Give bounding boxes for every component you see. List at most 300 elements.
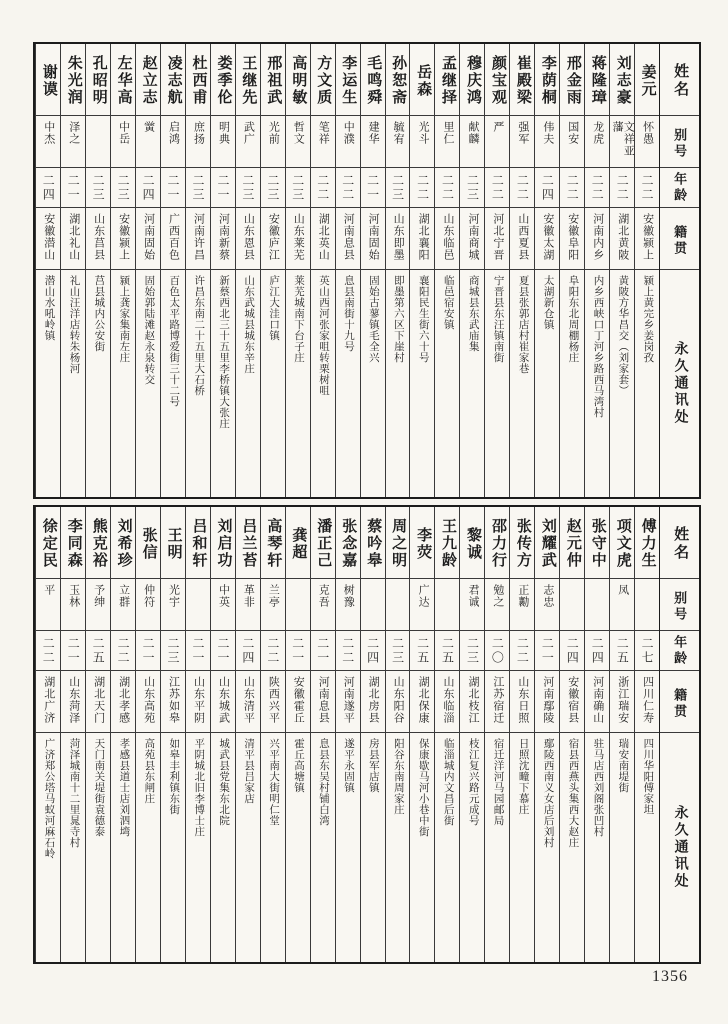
person-column — [35, 44, 60, 497]
person-name: 张守中 — [585, 507, 609, 579]
header-column — [659, 44, 699, 497]
age: 二一 — [311, 631, 335, 671]
age: 二一 — [161, 168, 185, 208]
person-name: 颜宝观 — [485, 44, 509, 116]
age: 二五 — [610, 631, 634, 671]
native-place: 陕西兴平 — [261, 671, 285, 733]
address: 英山西河张家咀转栗树咀 — [317, 275, 329, 396]
address: 临邑宿安镇 — [442, 275, 454, 330]
age: 二二 — [36, 631, 60, 671]
age: 二一 — [361, 168, 385, 208]
native-place: 山东莒县 — [86, 208, 110, 270]
age: 二一 — [61, 631, 85, 671]
person-column — [534, 44, 559, 497]
address: 潜山水吼岭镇 — [43, 275, 55, 341]
native-place: 湖北枝江 — [460, 671, 484, 733]
native-place: 广西百色 — [161, 208, 185, 270]
address: 固始郭陆滩赵永泉转交 — [143, 275, 155, 385]
native-place: 湖北广济 — [36, 671, 60, 733]
courtesy-name: 光斗 — [410, 116, 434, 168]
courtesy-name: 树豫 — [336, 579, 360, 631]
person-name: 蔡吟皋 — [361, 507, 385, 579]
age: 二一 — [136, 631, 160, 671]
person-column — [634, 507, 659, 962]
native-place: 安徽潜山 — [36, 208, 60, 270]
header-name: 姓名 — [660, 507, 699, 579]
person-column — [609, 44, 634, 497]
age: 二一 — [286, 631, 310, 671]
age: 二一 — [535, 631, 559, 671]
courtesy-name: 光前 — [261, 116, 285, 168]
age: 二二 — [336, 168, 360, 208]
person-column — [85, 507, 110, 962]
person-column — [360, 44, 385, 497]
person-column — [584, 507, 609, 962]
person-column — [210, 44, 235, 497]
age: 二四 — [361, 631, 385, 671]
courtesy-name: 伟夫 — [535, 116, 559, 168]
courtesy-name: 献麟 — [460, 116, 484, 168]
address: 黄陂方华昌交（刘家套） — [617, 275, 629, 396]
native-place: 江苏如皋 — [161, 671, 185, 733]
address: 颍上龚家集南左庄 — [118, 275, 130, 363]
native-place: 安徽颍上 — [111, 208, 135, 270]
person-column — [484, 44, 509, 497]
address: 商城县东武庙集 — [467, 275, 479, 352]
courtesy-name — [635, 579, 659, 631]
native-place: 河南鄢陵 — [535, 671, 559, 733]
age: 二三 — [460, 631, 484, 671]
native-place: 山东即墨 — [386, 208, 410, 270]
person-name: 项文虎 — [610, 507, 634, 579]
address: 枝江复兴路元成号 — [467, 738, 479, 826]
native-place: 湖北保康 — [410, 671, 434, 733]
person-column — [135, 44, 160, 497]
native-place: 山东菏泽 — [61, 671, 85, 733]
address: 莒县城内公安街 — [93, 275, 105, 352]
person-name: 刘志豪 — [610, 44, 634, 116]
person-name: 吕兰苔 — [236, 507, 260, 579]
person-name: 方文质 — [311, 44, 335, 116]
address: 城武县党集东北院 — [218, 738, 230, 826]
person-column — [360, 507, 385, 962]
courtesy-name: 泽之 — [61, 116, 85, 168]
person-column — [260, 44, 285, 497]
address: 即墨第六区下崖村 — [392, 275, 404, 363]
courtesy-name: 志忠 — [535, 579, 559, 631]
courtesy-name — [361, 579, 385, 631]
person-name: 孟继择 — [435, 44, 459, 116]
native-place: 山东城武 — [211, 671, 235, 733]
age: 二二 — [510, 168, 534, 208]
age: 二三 — [161, 631, 185, 671]
person-name: 邢祖武 — [261, 44, 285, 116]
address: 如皋丰利镇东街 — [168, 738, 180, 815]
age: 二二 — [336, 631, 360, 671]
person-name: 黎诚 — [460, 507, 484, 579]
address: 莱芜城南下台子庄 — [293, 275, 305, 363]
native-place: 河北宁晋 — [485, 208, 509, 270]
age: 二二 — [311, 168, 335, 208]
courtesy-name — [435, 579, 459, 631]
person-column — [235, 44, 260, 497]
native-place: 河南商城 — [460, 208, 484, 270]
native-place: 河南息县 — [311, 671, 335, 733]
person-name: 熊克裕 — [86, 507, 110, 579]
native-place: 河南新蔡 — [211, 208, 235, 270]
courtesy-name: 国安 — [560, 116, 584, 168]
header-address: 永久通讯处 — [672, 341, 688, 426]
age: 二五 — [410, 631, 434, 671]
native-place: 山东莱芜 — [286, 208, 310, 270]
native-place: 四川仁寿 — [635, 671, 659, 733]
person-name: 高琴轩 — [261, 507, 285, 579]
person-column — [160, 44, 185, 497]
age: 二二 — [485, 168, 509, 208]
address: 许昌东南二十五里大石桥 — [193, 275, 205, 396]
age: 二〇 — [485, 631, 509, 671]
courtesy-name: 广达 — [410, 579, 434, 631]
courtesy-name: 凤 — [610, 579, 634, 631]
person-name: 张信 — [136, 507, 160, 579]
courtesy-name: 建华 — [361, 116, 385, 168]
address: 驻马店西刘阁张凹村 — [592, 738, 604, 837]
person-column — [35, 507, 60, 962]
address: 阳谷东南周家庄 — [392, 738, 404, 815]
person-column — [285, 44, 310, 497]
courtesy-name: 克吾 — [311, 579, 335, 631]
courtesy-name — [386, 579, 410, 631]
age: 二三 — [386, 631, 410, 671]
person-name: 周之明 — [386, 507, 410, 579]
courtesy-name: 立群 — [111, 579, 135, 631]
address: 新蔡西北三十五里李桥镇大张庄 — [218, 275, 230, 429]
person-column — [459, 507, 484, 962]
age: 二三 — [86, 168, 110, 208]
person-column — [85, 44, 110, 497]
address: 日照沈疃下慕庄 — [517, 738, 529, 815]
person-column — [135, 507, 160, 962]
native-place: 湖北天门 — [86, 671, 110, 733]
courtesy-name: 文祥亚藩 — [610, 116, 634, 168]
courtesy-name: 武广 — [236, 116, 260, 168]
address: 遂平永固镇 — [342, 738, 354, 793]
address: 瑞安南堤街 — [617, 738, 629, 793]
native-place: 安徽庐江 — [261, 208, 285, 270]
person-name: 谢谟 — [36, 44, 60, 116]
address: 四川华阳傅家坦 — [642, 738, 654, 815]
native-place: 山东清平 — [236, 671, 260, 733]
age: 二三 — [186, 168, 210, 208]
address: 临淄城内文昌后街 — [442, 738, 454, 826]
header-native: 籍贯 — [660, 671, 699, 733]
age: 二二 — [510, 631, 534, 671]
courtesy-name: 中岳 — [111, 116, 135, 168]
person-column — [310, 44, 335, 497]
person-column — [335, 44, 360, 497]
address: 清平县吕家店 — [243, 738, 255, 804]
person-column — [335, 507, 360, 962]
courtesy-name: 龙虎 — [585, 116, 609, 168]
person-name: 岳森 — [410, 44, 434, 116]
native-place: 湖北孝感 — [111, 671, 135, 733]
native-place: 江苏宿迁 — [485, 671, 509, 733]
native-place: 河南遂平 — [336, 671, 360, 733]
courtesy-name: 兰亭 — [261, 579, 285, 631]
person-name: 赵立志 — [136, 44, 160, 116]
native-place: 安徽宿县 — [560, 671, 584, 733]
header-hao: 别号 — [660, 116, 699, 168]
header-native: 籍贯 — [660, 208, 699, 270]
person-name: 刘耀武 — [535, 507, 559, 579]
address: 兴平南大街明仁堂 — [268, 738, 280, 826]
person-name: 李荫桐 — [535, 44, 559, 116]
address: 房县军店镇 — [367, 738, 379, 793]
native-place: 河南固始 — [136, 208, 160, 270]
courtesy-name: 平 — [36, 579, 60, 631]
person-column — [409, 44, 434, 497]
age: 二四 — [585, 631, 609, 671]
person-column — [235, 507, 260, 962]
person-name: 高明敏 — [286, 44, 310, 116]
address: 固始古蓼镇毛全兴 — [367, 275, 379, 363]
age: 二二 — [261, 631, 285, 671]
person-column — [385, 44, 410, 497]
address: 广济郑公塔马蚁河麻石岭 — [43, 738, 55, 859]
person-name: 赵元仲 — [560, 507, 584, 579]
person-name: 孙恕斋 — [386, 44, 410, 116]
person-name: 李运生 — [336, 44, 360, 116]
age: 二四 — [236, 631, 260, 671]
person-column — [434, 507, 459, 962]
header-age: 年龄 — [660, 631, 699, 671]
age: 二三 — [386, 168, 410, 208]
person-name: 李同森 — [61, 507, 85, 579]
person-name: 穆庆鸿 — [460, 44, 484, 116]
person-name: 王九龄 — [435, 507, 459, 579]
person-name: 娄季伦 — [211, 44, 235, 116]
age: 二四 — [560, 631, 584, 671]
age: 二七 — [635, 631, 659, 671]
native-place: 河南内乡 — [585, 208, 609, 270]
age: 二一 — [186, 631, 210, 671]
person-column — [634, 44, 659, 497]
person-column — [260, 507, 285, 962]
age: 二四 — [535, 168, 559, 208]
courtesy-name: 明典 — [211, 116, 235, 168]
courtesy-name — [585, 579, 609, 631]
age: 二五 — [435, 631, 459, 671]
person-name: 邢金雨 — [560, 44, 584, 116]
address: 襄阳民生街六十号 — [417, 275, 429, 363]
courtesy-name: 毓宥 — [386, 116, 410, 168]
person-column — [584, 44, 609, 497]
person-name: 邵力行 — [485, 507, 509, 579]
person-name: 张传方 — [510, 507, 534, 579]
address: 宁晋县东汪镇南街 — [492, 275, 504, 363]
person-column — [559, 44, 584, 497]
person-name: 毛鸣舜 — [361, 44, 385, 116]
person-column — [60, 44, 85, 497]
courtesy-name: 中杰 — [36, 116, 60, 168]
native-place: 山东日照 — [510, 671, 534, 733]
age: 二五 — [86, 631, 110, 671]
header-column — [659, 507, 699, 962]
courtesy-name: 里仁 — [435, 116, 459, 168]
courtesy-name — [186, 579, 210, 631]
age: 二二 — [410, 168, 434, 208]
courtesy-name: 玉林 — [61, 579, 85, 631]
page-number: 1356 — [652, 968, 688, 985]
header-address: 永久通讯处 — [672, 805, 688, 890]
person-column — [110, 44, 135, 497]
header-name: 姓名 — [660, 44, 699, 116]
native-place: 安徽阜阳 — [560, 208, 584, 270]
address: 鄢陵西南义女店后刘村 — [542, 738, 554, 848]
address: 内乡西峡口丁河乡路西马湾村 — [592, 275, 604, 418]
address: 百色太平路博爱街三十二号 — [168, 275, 180, 407]
native-place: 山西夏县 — [510, 208, 534, 270]
address: 山东武城县城东辛庄 — [243, 275, 255, 374]
age: 二二 — [635, 168, 659, 208]
courtesy-name: 革非 — [236, 579, 260, 631]
age: 二一 — [211, 168, 235, 208]
address: 息县南街十九号 — [342, 275, 354, 352]
person-name: 左华高 — [111, 44, 135, 116]
age: 二三 — [460, 168, 484, 208]
person-column — [110, 507, 135, 962]
person-column — [609, 507, 634, 962]
person-name: 刘希珍 — [111, 507, 135, 579]
age: 二三 — [261, 168, 285, 208]
courtesy-name: 黉 — [136, 116, 160, 168]
age: 二三 — [111, 168, 135, 208]
native-place: 湖北英山 — [311, 208, 335, 270]
person-name: 凌志航 — [161, 44, 185, 116]
age: 二四 — [36, 168, 60, 208]
person-name: 孔昭明 — [86, 44, 110, 116]
address: 礼山汪洋店转朱杨河 — [68, 275, 80, 374]
person-column — [509, 44, 534, 497]
person-name: 朱光润 — [61, 44, 85, 116]
age: 二二 — [435, 168, 459, 208]
courtesy-name: 勉之 — [485, 579, 509, 631]
directory-table-bottom — [33, 505, 701, 964]
courtesy-name: 启鸿 — [161, 116, 185, 168]
address: 高苑县东闸庄 — [143, 738, 155, 804]
age: 二二 — [560, 168, 584, 208]
courtesy-name: 仲符 — [136, 579, 160, 631]
address: 宿县西燕头集西大赵庄 — [567, 738, 579, 848]
age: 二二 — [111, 631, 135, 671]
address: 颍上黄完乡姜岗孜 — [642, 275, 654, 363]
courtesy-name: 笔祥 — [311, 116, 335, 168]
native-place: 湖北襄阳 — [410, 208, 434, 270]
person-name: 刘启功 — [211, 507, 235, 579]
person-column — [285, 507, 310, 962]
person-name: 崔殿梁 — [510, 44, 534, 116]
courtesy-name: 庶扬 — [186, 116, 210, 168]
address: 庐江大洼口镇 — [268, 275, 280, 341]
age: 二四 — [136, 168, 160, 208]
courtesy-name: 严 — [485, 116, 509, 168]
address: 菏泽城南十二里晁寺村 — [68, 738, 80, 848]
person-column — [559, 507, 584, 962]
person-column — [160, 507, 185, 962]
courtesy-name: 君诚 — [460, 579, 484, 631]
age: 二三 — [286, 168, 310, 208]
person-column — [509, 507, 534, 962]
address: 平阴城北旧李博士庄 — [193, 738, 205, 837]
person-name: 徐定民 — [36, 507, 60, 579]
address: 宿迁洋河马园邮局 — [492, 738, 504, 826]
person-name: 潘正己 — [311, 507, 335, 579]
courtesy-name: 光宇 — [161, 579, 185, 631]
header-age: 年龄 — [660, 168, 699, 208]
person-name: 张念嘉 — [336, 507, 360, 579]
header-hao: 别号 — [660, 579, 699, 631]
native-place: 山东阳谷 — [386, 671, 410, 733]
person-name: 傅力生 — [635, 507, 659, 579]
courtesy-name — [560, 579, 584, 631]
courtesy-name: 怀愚 — [635, 116, 659, 168]
address: 阜阳东北周棚杨庄 — [567, 275, 579, 363]
courtesy-name — [86, 116, 110, 168]
person-name: 王继先 — [236, 44, 260, 116]
person-name: 龚超 — [286, 507, 310, 579]
address: 息县东吴村铺白湾 — [317, 738, 329, 826]
native-place: 山东恩县 — [236, 208, 260, 270]
native-place: 河南息县 — [336, 208, 360, 270]
person-column — [60, 507, 85, 962]
address: 孝感县道士店刘泗塆 — [118, 738, 130, 837]
address: 保康歇马河小巷中街 — [417, 738, 429, 837]
person-column — [210, 507, 235, 962]
person-name: 姜元 — [635, 44, 659, 116]
native-place: 山东平阴 — [186, 671, 210, 733]
address: 太湖新仓镇 — [542, 275, 554, 330]
age: 二一 — [61, 168, 85, 208]
native-place: 浙江瑞安 — [610, 671, 634, 733]
courtesy-name: 强军 — [510, 116, 534, 168]
person-column — [484, 507, 509, 962]
native-place: 湖北礼山 — [61, 208, 85, 270]
age: 二二 — [585, 168, 609, 208]
courtesy-name — [286, 579, 310, 631]
native-place: 安徽霍丘 — [286, 671, 310, 733]
person-name: 李荧 — [410, 507, 434, 579]
person-column — [534, 507, 559, 962]
person-column — [385, 507, 410, 962]
person-name: 杜西甫 — [186, 44, 210, 116]
person-name: 蒋隆璋 — [585, 44, 609, 116]
native-place: 河南固始 — [361, 208, 385, 270]
address: 霍丘高塘镇 — [293, 738, 305, 793]
person-name: 吕和轩 — [186, 507, 210, 579]
person-column — [459, 44, 484, 497]
age: 二三 — [236, 168, 260, 208]
courtesy-name: 哲文 — [286, 116, 310, 168]
address: 夏县张郭店村崔家巷 — [517, 275, 529, 374]
person-column — [185, 507, 210, 962]
person-column — [185, 44, 210, 497]
person-column — [310, 507, 335, 962]
native-place: 湖北黄陂 — [610, 208, 634, 270]
age: 二一 — [211, 631, 235, 671]
native-place: 安徽太湖 — [535, 208, 559, 270]
courtesy-name: 中濮 — [336, 116, 360, 168]
age: 二二 — [610, 168, 634, 208]
